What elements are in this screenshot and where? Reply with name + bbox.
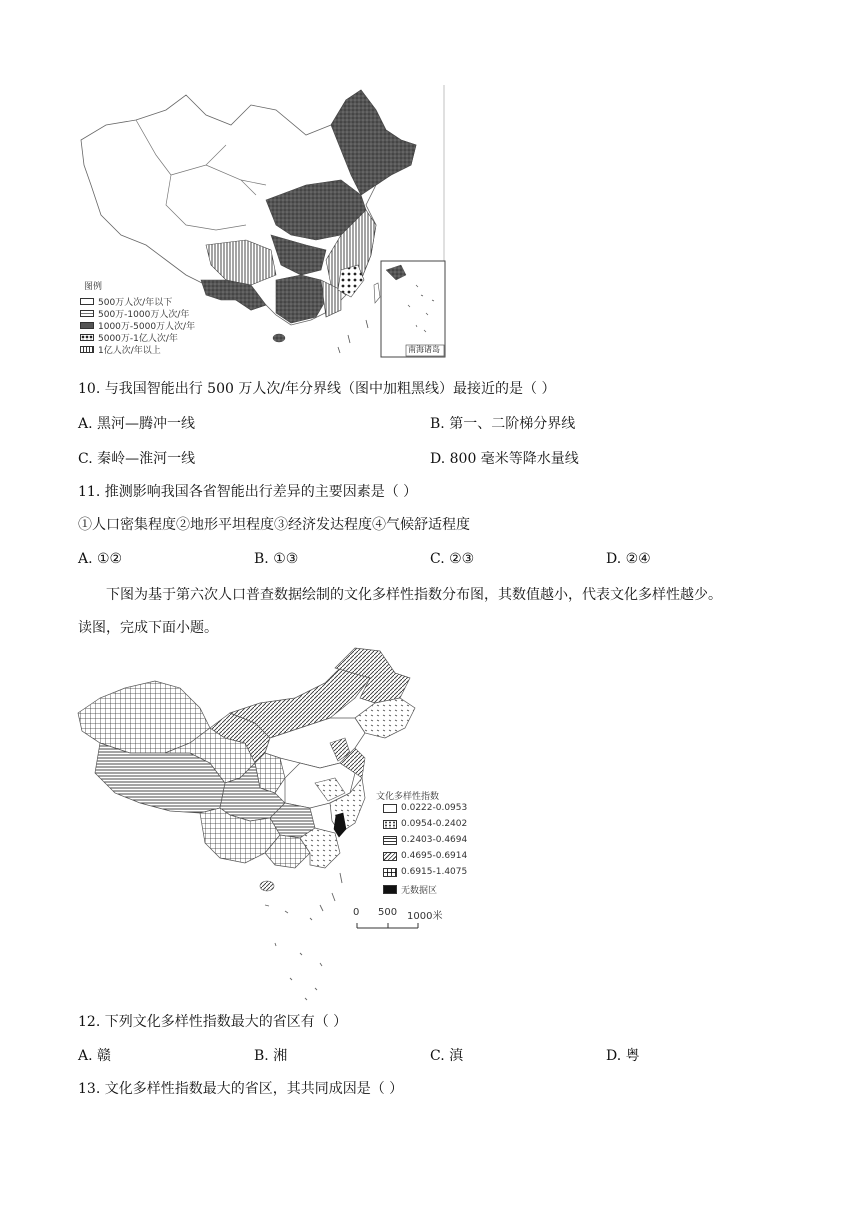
scale-end: 1000米 xyxy=(407,911,443,922)
legend-swatch-wave xyxy=(80,310,94,317)
question-11-stem: 11. 推测影响我国各省智能出行差异的主要因素是（ ） xyxy=(78,484,418,500)
map1-legend-item: 500万人次/年以下 xyxy=(80,295,172,308)
map2-figure xyxy=(70,643,510,1005)
legend-swatch-dots xyxy=(383,820,397,829)
map2-legend-item: 0.0954-0.2402 xyxy=(383,819,467,829)
scale-mid: 500 xyxy=(378,907,398,918)
q10-option-d[interactable]: D. 800 毫米等降水量线 xyxy=(430,451,579,467)
intro-line-2: 读图，完成下面小题。 xyxy=(78,620,218,636)
question-12-stem: 12. 下列文化多样性指数最大的省区有（ ） xyxy=(78,1014,348,1030)
question-13-stem: 13. 文化多样性指数最大的省区，其共同成因是（ ） xyxy=(78,1081,404,1097)
legend-swatch-diag xyxy=(383,852,397,861)
intro-line-1: 下图为基于第六次人口普查数据绘制的文化多样性指数分布图，其数值越小，代表文化多样性越少。 xyxy=(106,587,722,603)
q11-option-b[interactable]: B. ①③ xyxy=(254,551,299,567)
scale-zero: 0 xyxy=(353,907,360,918)
q12-option-d[interactable]: D. 粤 xyxy=(606,1048,640,1064)
q10-option-a[interactable]: A. 黑河—腾冲一线 xyxy=(78,416,196,432)
legend-swatch-vlines xyxy=(80,346,94,353)
q12-option-a[interactable]: A. 赣 xyxy=(78,1048,112,1064)
q11-factors: ①人口密集程度②地形平坦程度③经济发达程度④气候舒适程度 xyxy=(78,517,470,533)
map1-legend-item: 1000万-5000万人次/年 xyxy=(80,319,195,332)
q11-option-d[interactable]: D. ②④ xyxy=(606,551,651,567)
q10-option-c[interactable]: C. 秦岭—淮河一线 xyxy=(78,451,196,467)
map1-legend-item: 5000万-1亿人次/年 xyxy=(80,331,178,344)
legend-swatch-blank xyxy=(80,298,94,305)
map1-legend-item: 1亿人次/年以上 xyxy=(80,343,161,356)
legend-swatch-blank xyxy=(383,804,397,813)
legend-swatch-black xyxy=(383,885,397,894)
map2-legend-item: 0.2403-0.4694 xyxy=(383,835,467,845)
map1-legend-item: 500万-1000万人次/年 xyxy=(80,307,189,320)
map2-legend-item: 0.0222-0.0953 xyxy=(383,803,467,813)
map1-figure xyxy=(76,85,448,360)
legend-swatch-dots xyxy=(80,334,94,341)
legend-swatch-grid xyxy=(383,868,397,877)
inset-label: 南海诸岛 xyxy=(408,345,440,354)
legend-swatch-dark xyxy=(80,322,94,329)
question-10-stem: 10. 与我国智能出行 500 万人次/年分界线（图中加粗黑线）最接近的是（ ） xyxy=(78,381,556,397)
q12-option-b[interactable]: B. 湘 xyxy=(254,1048,288,1064)
map2-legend-item: 0.6915-1.4075 xyxy=(383,867,467,877)
map2-legend-title: 文化多样性指数 xyxy=(376,792,440,802)
map1-legend-title: 图例 xyxy=(84,282,103,292)
q11-option-c[interactable]: C. ②③ xyxy=(430,551,475,567)
q10-option-b[interactable]: B. 第一、二阶梯分界线 xyxy=(430,416,576,432)
q11-option-a[interactable]: A. ①② xyxy=(78,551,123,567)
legend-swatch-hlines xyxy=(383,836,397,845)
map2-legend-item: 无数据区 xyxy=(383,883,437,896)
map2-legend-item: 0.4695-0.6914 xyxy=(383,851,467,861)
q12-option-c[interactable]: C. 滇 xyxy=(430,1048,464,1064)
